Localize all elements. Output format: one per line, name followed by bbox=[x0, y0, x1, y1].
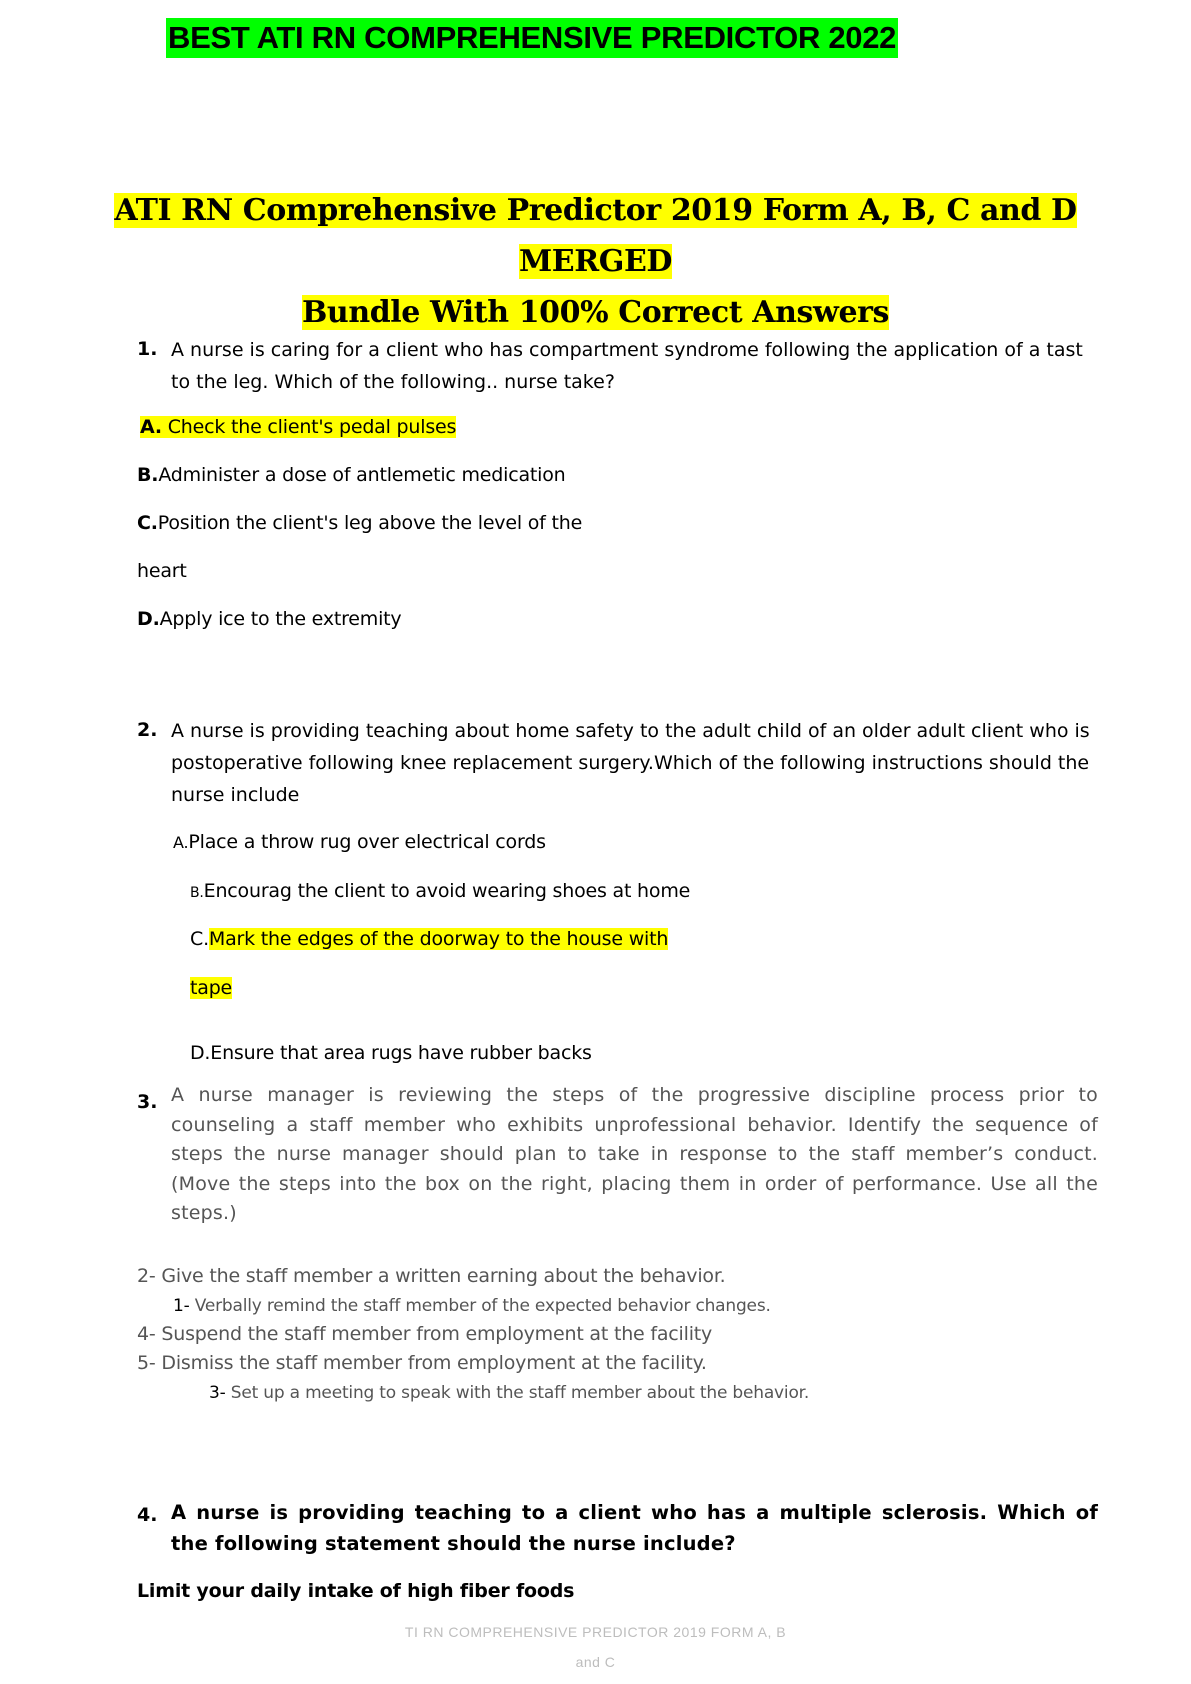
option-text: Check the client's pedal pulses bbox=[161, 416, 457, 438]
option-text: Apply ice to the extremity bbox=[159, 608, 402, 630]
question-1-number: 1. bbox=[137, 338, 158, 360]
option-text: Ensure that area rugs have rubber backs bbox=[210, 1042, 592, 1064]
step-text: Set up a meeting to speak with the staff member about the behavior. bbox=[225, 1383, 810, 1403]
step-text: Dismiss the staff member from employment at the facility. bbox=[155, 1352, 707, 1374]
option-letter: B. bbox=[190, 885, 204, 901]
step-number: 4- bbox=[137, 1323, 156, 1345]
q1-option-a bbox=[140, 414, 456, 440]
q1-option-b bbox=[137, 462, 566, 488]
option-text: tape bbox=[190, 977, 233, 999]
q1-option-c-continued: heart bbox=[137, 560, 187, 582]
question-3-number: 3. bbox=[137, 1091, 158, 1113]
question-4-number: 4. bbox=[137, 1504, 158, 1526]
step-number: 3- bbox=[209, 1383, 226, 1403]
step-item bbox=[173, 1296, 771, 1316]
question-1-text: A nurse is caring for a client who has compartment syndrome following the application of a tast to the leg. Which of the following.. nurse take? bbox=[171, 339, 1083, 393]
step-text: Verbally remind the staff member of the expected behavior changes. bbox=[189, 1296, 771, 1316]
option-letter: A. bbox=[173, 833, 189, 852]
q2-option-c-continued bbox=[190, 975, 232, 1001]
q2-option-c bbox=[190, 926, 668, 952]
step-number: 2- bbox=[137, 1265, 156, 1287]
option-letter: B. bbox=[137, 464, 159, 486]
step-item bbox=[137, 1323, 712, 1345]
q1-option-c bbox=[137, 510, 582, 536]
q2-option-a bbox=[173, 829, 546, 856]
step-item bbox=[137, 1352, 707, 1374]
question-3-text: A nurse manager is reviewing the steps of the progressive discipline process prior to counseling a staff member who exhibits unprofessional behavior. Identify the sequence of steps the nurse manager should plan to take in response to the staff member’s conduct. (Move the steps into the box on the right, placing them in order of performance. Use all the steps.) bbox=[171, 1084, 1098, 1224]
footer-line-2: and C bbox=[575, 1654, 616, 1670]
option-text: Position the client's leg above the level of the bbox=[157, 512, 583, 534]
step-number: 1- bbox=[173, 1296, 190, 1316]
step-item bbox=[209, 1383, 809, 1403]
banner-heading: BEST ATI RN COMPREHENSIVE PREDICTOR 2022 bbox=[166, 18, 898, 58]
step-text: Suspend the staff member from employment at the facility bbox=[155, 1323, 713, 1345]
option-text: Administer a dose of antlemetic medication bbox=[158, 464, 566, 486]
option-letter: C. bbox=[190, 928, 209, 950]
option-text: Encourag the client to avoid wearing shoes at home bbox=[203, 880, 691, 902]
title-line-2: Bundle With 100% Correct Answers bbox=[301, 295, 890, 330]
step-text: Give the staff member a written earning about the behavior. bbox=[155, 1265, 726, 1287]
option-letter: D. bbox=[190, 1042, 211, 1064]
document-title bbox=[40, 185, 1151, 338]
footer-line-1: TI RN COMPREHENSIVE PREDICTOR 2019 FORM A, B bbox=[404, 1624, 787, 1640]
option-letter: C. bbox=[137, 512, 158, 534]
title-line-1: ATI RN Comprehensive Predictor 2019 Form A, B, C and D MERGED bbox=[114, 193, 1077, 279]
question-2-text: A nurse is providing teaching about home safety to the adult child of an older adult client who is postoperative following knee replacement surgery.Which of the following instructions should the nurse include bbox=[171, 720, 1090, 806]
q2-option-b bbox=[190, 878, 690, 906]
step-number: 5- bbox=[137, 1352, 156, 1374]
q2-option-d bbox=[190, 1040, 592, 1066]
option-text: Place a throw rug over electrical cords bbox=[188, 831, 546, 853]
question-4-text: A nurse is providing teaching to a client who has a multiple sclerosis. Which of the following statement should the nurse include? bbox=[171, 1501, 1098, 1555]
option-letter: D. bbox=[137, 608, 160, 630]
q1-option-d bbox=[137, 606, 401, 632]
option-letter: A. bbox=[140, 416, 162, 438]
option-text: Mark the edges of the doorway to the house with bbox=[208, 928, 669, 950]
step-item bbox=[137, 1265, 726, 1287]
question-2-number: 2. bbox=[137, 719, 158, 741]
q4-answer: Limit your daily intake of high fiber foods bbox=[137, 1580, 575, 1602]
